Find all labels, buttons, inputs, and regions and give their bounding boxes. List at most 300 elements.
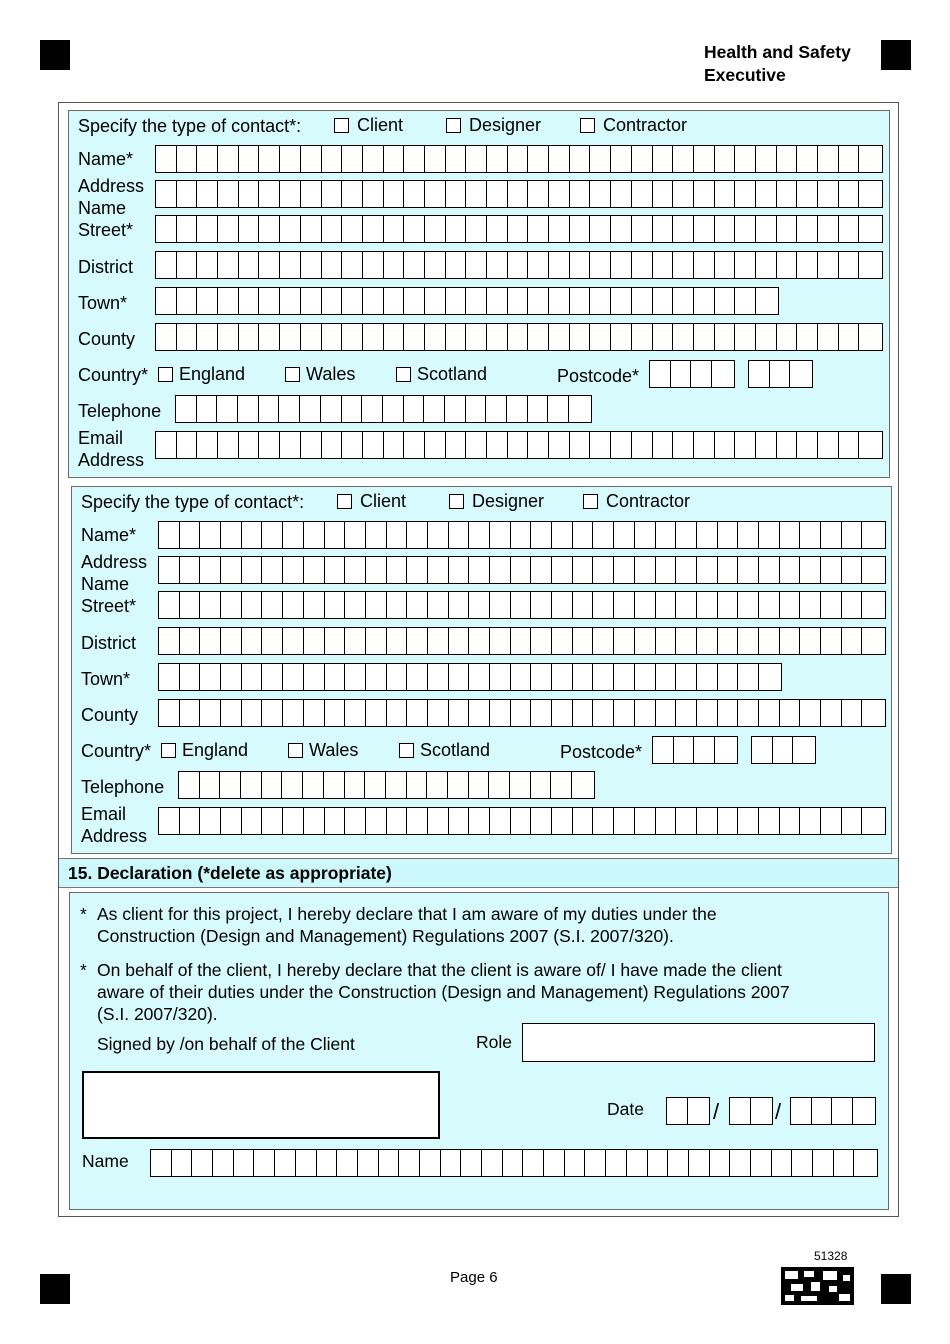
character-cell[interactable] <box>671 361 692 387</box>
character-cell[interactable] <box>712 361 733 387</box>
character-cell[interactable] <box>487 146 508 172</box>
character-cell[interactable] <box>676 808 697 834</box>
character-cell[interactable] <box>200 664 221 690</box>
country-england-checkbox[interactable] <box>161 743 176 758</box>
street-field[interactable] <box>155 215 883 243</box>
character-cell[interactable] <box>569 396 590 422</box>
character-cell[interactable] <box>469 700 490 726</box>
character-cell[interactable] <box>407 592 428 618</box>
declaration-name-field[interactable] <box>150 1149 878 1177</box>
character-cell[interactable] <box>280 181 301 207</box>
character-cell[interactable] <box>466 216 487 242</box>
character-cell[interactable] <box>590 324 611 350</box>
character-cell[interactable] <box>172 1150 193 1176</box>
character-cell[interactable] <box>280 288 301 314</box>
character-cell[interactable] <box>363 288 384 314</box>
character-cell[interactable] <box>345 557 366 583</box>
character-cell[interactable] <box>156 146 177 172</box>
character-cell[interactable] <box>156 181 177 207</box>
character-cell[interactable] <box>756 252 777 278</box>
character-cell[interactable] <box>656 664 677 690</box>
character-cell[interactable] <box>834 1150 855 1176</box>
character-cell[interactable] <box>738 808 759 834</box>
character-cell[interactable] <box>653 288 674 314</box>
character-cell[interactable] <box>511 522 532 548</box>
street-field[interactable] <box>158 591 886 619</box>
character-cell[interactable] <box>262 808 283 834</box>
character-cell[interactable] <box>383 396 404 422</box>
character-cell[interactable] <box>304 522 325 548</box>
character-cell[interactable] <box>399 1150 420 1176</box>
character-cell[interactable] <box>735 181 756 207</box>
character-cell[interactable] <box>508 252 529 278</box>
character-cell[interactable] <box>490 664 511 690</box>
character-cell[interactable] <box>528 396 549 422</box>
character-cell[interactable] <box>449 664 470 690</box>
character-cell[interactable] <box>259 146 280 172</box>
email-field[interactable] <box>158 807 886 835</box>
character-cell[interactable] <box>552 557 573 583</box>
character-cell[interactable] <box>859 252 880 278</box>
postcode-outward-field[interactable] <box>652 736 738 764</box>
character-cell[interactable] <box>790 361 811 387</box>
character-cell[interactable] <box>300 396 321 422</box>
character-cell[interactable] <box>386 772 407 798</box>
character-cell[interactable] <box>425 288 446 314</box>
character-cell[interactable] <box>469 522 490 548</box>
character-cell[interactable] <box>756 216 777 242</box>
character-cell[interactable] <box>648 1150 669 1176</box>
character-cell[interactable] <box>283 557 304 583</box>
character-cell[interactable] <box>387 522 408 548</box>
character-cell[interactable] <box>221 522 242 548</box>
address-name-field[interactable] <box>158 556 886 584</box>
character-cell[interactable] <box>656 522 677 548</box>
character-cell[interactable] <box>676 700 697 726</box>
character-cell[interactable] <box>548 396 569 422</box>
telephone-field[interactable] <box>175 395 592 423</box>
character-cell[interactable] <box>777 146 798 172</box>
postcode-inward-field[interactable] <box>748 360 813 388</box>
character-cell[interactable] <box>446 432 467 458</box>
character-cell[interactable] <box>839 252 860 278</box>
character-cell[interactable] <box>653 181 674 207</box>
character-cell[interactable] <box>304 808 325 834</box>
character-cell[interactable] <box>221 592 242 618</box>
character-cell[interactable] <box>242 522 263 548</box>
character-cell[interactable] <box>342 324 363 350</box>
character-cell[interactable] <box>718 522 739 548</box>
character-cell[interactable] <box>366 557 387 583</box>
character-cell[interactable] <box>756 324 777 350</box>
character-cell[interactable] <box>715 252 736 278</box>
character-cell[interactable] <box>523 1150 544 1176</box>
character-cell[interactable] <box>446 288 467 314</box>
character-cell[interactable] <box>449 808 470 834</box>
character-cell[interactable] <box>694 146 715 172</box>
character-cell[interactable] <box>590 181 611 207</box>
character-cell[interactable] <box>676 592 697 618</box>
character-cell[interactable] <box>590 432 611 458</box>
character-cell[interactable] <box>407 700 428 726</box>
character-cell[interactable] <box>466 181 487 207</box>
character-cell[interactable] <box>676 557 697 583</box>
character-cell[interactable] <box>510 772 531 798</box>
character-cell[interactable] <box>345 664 366 690</box>
character-cell[interactable] <box>301 324 322 350</box>
character-cell[interactable] <box>718 592 739 618</box>
district-field[interactable] <box>155 251 883 279</box>
character-cell[interactable] <box>197 252 218 278</box>
character-cell[interactable] <box>490 522 511 548</box>
character-cell[interactable] <box>653 146 674 172</box>
character-cell[interactable] <box>387 808 408 834</box>
character-cell[interactable] <box>446 324 467 350</box>
character-cell[interactable] <box>528 252 549 278</box>
character-cell[interactable] <box>404 252 425 278</box>
character-cell[interactable] <box>818 216 839 242</box>
character-cell[interactable] <box>325 808 346 834</box>
character-cell[interactable] <box>262 772 283 798</box>
character-cell[interactable] <box>792 1150 813 1176</box>
character-cell[interactable] <box>365 772 386 798</box>
character-cell[interactable] <box>859 146 880 172</box>
character-cell[interactable] <box>387 628 408 654</box>
character-cell[interactable] <box>242 592 263 618</box>
character-cell[interactable] <box>487 324 508 350</box>
character-cell[interactable] <box>283 808 304 834</box>
character-cell[interactable] <box>428 557 449 583</box>
character-cell[interactable] <box>818 252 839 278</box>
character-cell[interactable] <box>573 628 594 654</box>
character-cell[interactable] <box>490 628 511 654</box>
character-cell[interactable] <box>221 808 242 834</box>
character-cell[interactable] <box>420 1150 441 1176</box>
character-cell[interactable] <box>673 252 694 278</box>
character-cell[interactable] <box>197 146 218 172</box>
character-cell[interactable] <box>325 557 346 583</box>
character-cell[interactable] <box>730 1150 751 1176</box>
character-cell[interactable] <box>259 216 280 242</box>
character-cell[interactable] <box>404 396 425 422</box>
character-cell[interactable] <box>221 664 242 690</box>
character-cell[interactable] <box>797 252 818 278</box>
character-cell[interactable] <box>387 557 408 583</box>
character-cell[interactable] <box>853 1098 874 1124</box>
character-cell[interactable] <box>283 592 304 618</box>
character-cell[interactable] <box>738 700 759 726</box>
character-cell[interactable] <box>180 557 201 583</box>
character-cell[interactable] <box>220 772 241 798</box>
signature-box[interactable] <box>82 1071 440 1139</box>
character-cell[interactable] <box>325 628 346 654</box>
character-cell[interactable] <box>549 181 570 207</box>
character-cell[interactable] <box>469 628 490 654</box>
character-cell[interactable] <box>446 181 467 207</box>
character-cell[interactable] <box>404 324 425 350</box>
character-cell[interactable] <box>751 1150 772 1176</box>
character-cell[interactable] <box>345 808 366 834</box>
character-cell[interactable] <box>428 664 449 690</box>
character-cell[interactable] <box>303 772 324 798</box>
character-cell[interactable] <box>570 181 591 207</box>
character-cell[interactable] <box>218 181 239 207</box>
character-cell[interactable] <box>242 700 263 726</box>
character-cell[interactable] <box>797 216 818 242</box>
character-cell[interactable] <box>469 808 490 834</box>
character-cell[interactable] <box>818 181 839 207</box>
character-cell[interactable] <box>280 216 301 242</box>
character-cell[interactable] <box>259 432 280 458</box>
character-cell[interactable] <box>632 181 653 207</box>
character-cell[interactable] <box>508 288 529 314</box>
character-cell[interactable] <box>590 146 611 172</box>
character-cell[interactable] <box>428 628 449 654</box>
character-cell[interactable] <box>818 432 839 458</box>
character-cell[interactable] <box>614 522 635 548</box>
character-cell[interactable] <box>777 432 798 458</box>
character-cell[interactable] <box>697 557 718 583</box>
character-cell[interactable] <box>239 324 260 350</box>
date-day-field[interactable] <box>666 1097 710 1125</box>
character-cell[interactable] <box>337 1150 358 1176</box>
character-cell[interactable] <box>197 324 218 350</box>
character-cell[interactable] <box>180 628 201 654</box>
character-cell[interactable] <box>673 288 694 314</box>
character-cell[interactable] <box>466 252 487 278</box>
character-cell[interactable] <box>197 396 218 422</box>
character-cell[interactable] <box>363 252 384 278</box>
character-cell[interactable] <box>177 432 198 458</box>
character-cell[interactable] <box>777 216 798 242</box>
country-scotland-checkbox[interactable] <box>396 367 411 382</box>
character-cell[interactable] <box>242 557 263 583</box>
character-cell[interactable] <box>469 592 490 618</box>
character-cell[interactable] <box>694 324 715 350</box>
character-cell[interactable] <box>694 737 715 763</box>
character-cell[interactable] <box>511 664 532 690</box>
character-cell[interactable] <box>632 252 653 278</box>
character-cell[interactable] <box>262 522 283 548</box>
character-cell[interactable] <box>859 432 880 458</box>
character-cell[interactable] <box>407 808 428 834</box>
character-cell[interactable] <box>821 557 842 583</box>
character-cell[interactable] <box>590 216 611 242</box>
character-cell[interactable] <box>551 772 572 798</box>
character-cell[interactable] <box>345 700 366 726</box>
character-cell[interactable] <box>156 324 177 350</box>
postcode-inward-field[interactable] <box>751 736 816 764</box>
character-cell[interactable] <box>197 181 218 207</box>
character-cell[interactable] <box>862 522 883 548</box>
character-cell[interactable] <box>673 432 694 458</box>
character-cell[interactable] <box>490 557 511 583</box>
character-cell[interactable] <box>345 772 366 798</box>
character-cell[interactable] <box>635 557 656 583</box>
character-cell[interactable] <box>487 288 508 314</box>
character-cell[interactable] <box>200 557 221 583</box>
character-cell[interactable] <box>531 700 552 726</box>
character-cell[interactable] <box>800 808 821 834</box>
character-cell[interactable] <box>461 1150 482 1176</box>
contact-type-designer-checkbox[interactable] <box>449 494 464 509</box>
character-cell[interactable] <box>606 1150 627 1176</box>
character-cell[interactable] <box>694 288 715 314</box>
character-cell[interactable] <box>384 146 405 172</box>
character-cell[interactable] <box>179 772 200 798</box>
character-cell[interactable] <box>487 432 508 458</box>
character-cell[interactable] <box>773 737 794 763</box>
character-cell[interactable] <box>296 1150 317 1176</box>
character-cell[interactable] <box>528 181 549 207</box>
character-cell[interactable] <box>839 432 860 458</box>
character-cell[interactable] <box>797 432 818 458</box>
character-cell[interactable] <box>715 737 736 763</box>
character-cell[interactable] <box>384 252 405 278</box>
character-cell[interactable] <box>404 216 425 242</box>
character-cell[interactable] <box>614 664 635 690</box>
character-cell[interactable] <box>511 592 532 618</box>
character-cell[interactable] <box>842 592 863 618</box>
character-cell[interactable] <box>238 396 259 422</box>
character-cell[interactable] <box>821 628 842 654</box>
character-cell[interactable] <box>697 592 718 618</box>
character-cell[interactable] <box>813 1150 834 1176</box>
character-cell[interactable] <box>176 396 197 422</box>
character-cell[interactable] <box>218 216 239 242</box>
character-cell[interactable] <box>614 700 635 726</box>
character-cell[interactable] <box>839 216 860 242</box>
character-cell[interactable] <box>325 664 346 690</box>
character-cell[interactable] <box>570 252 591 278</box>
character-cell[interactable] <box>862 592 883 618</box>
character-cell[interactable] <box>275 1150 296 1176</box>
character-cell[interactable] <box>487 216 508 242</box>
character-cell[interactable] <box>366 522 387 548</box>
character-cell[interactable] <box>812 1098 833 1124</box>
character-cell[interactable] <box>667 1098 688 1124</box>
character-cell[interactable] <box>780 628 801 654</box>
character-cell[interactable] <box>565 1150 586 1176</box>
character-cell[interactable] <box>531 808 552 834</box>
character-cell[interactable] <box>428 700 449 726</box>
character-cell[interactable] <box>715 288 736 314</box>
character-cell[interactable] <box>427 772 448 798</box>
character-cell[interactable] <box>572 772 593 798</box>
character-cell[interactable] <box>777 252 798 278</box>
character-cell[interactable] <box>304 592 325 618</box>
character-cell[interactable] <box>656 808 677 834</box>
character-cell[interactable] <box>283 700 304 726</box>
character-cell[interactable] <box>694 216 715 242</box>
character-cell[interactable] <box>428 592 449 618</box>
character-cell[interactable] <box>200 522 221 548</box>
character-cell[interactable] <box>656 557 677 583</box>
character-cell[interactable] <box>715 324 736 350</box>
character-cell[interactable] <box>570 288 591 314</box>
character-cell[interactable] <box>197 432 218 458</box>
character-cell[interactable] <box>151 1150 172 1176</box>
character-cell[interactable] <box>425 216 446 242</box>
character-cell[interactable] <box>718 628 739 654</box>
character-cell[interactable] <box>839 146 860 172</box>
character-cell[interactable] <box>262 592 283 618</box>
character-cell[interactable] <box>759 592 780 618</box>
character-cell[interactable] <box>593 592 614 618</box>
character-cell[interactable] <box>159 664 180 690</box>
character-cell[interactable] <box>487 181 508 207</box>
country-england-checkbox[interactable] <box>158 367 173 382</box>
character-cell[interactable] <box>552 664 573 690</box>
character-cell[interactable] <box>218 324 239 350</box>
character-cell[interactable] <box>322 432 343 458</box>
character-cell[interactable] <box>635 664 656 690</box>
character-cell[interactable] <box>384 432 405 458</box>
role-field[interactable] <box>522 1023 875 1062</box>
character-cell[interactable] <box>531 628 552 654</box>
character-cell[interactable] <box>384 181 405 207</box>
character-cell[interactable] <box>756 146 777 172</box>
character-cell[interactable] <box>697 522 718 548</box>
character-cell[interactable] <box>653 324 674 350</box>
character-cell[interactable] <box>404 146 425 172</box>
character-cell[interactable] <box>632 432 653 458</box>
character-cell[interactable] <box>611 324 632 350</box>
character-cell[interactable] <box>424 396 445 422</box>
character-cell[interactable] <box>358 1150 379 1176</box>
character-cell[interactable] <box>676 664 697 690</box>
character-cell[interactable] <box>304 557 325 583</box>
character-cell[interactable] <box>839 181 860 207</box>
character-cell[interactable] <box>283 664 304 690</box>
character-cell[interactable] <box>363 216 384 242</box>
character-cell[interactable] <box>363 146 384 172</box>
character-cell[interactable] <box>384 216 405 242</box>
character-cell[interactable] <box>404 181 425 207</box>
character-cell[interactable] <box>197 288 218 314</box>
character-cell[interactable] <box>549 146 570 172</box>
character-cell[interactable] <box>200 628 221 654</box>
character-cell[interactable] <box>511 808 532 834</box>
character-cell[interactable] <box>362 396 383 422</box>
character-cell[interactable] <box>862 808 883 834</box>
character-cell[interactable] <box>342 216 363 242</box>
character-cell[interactable] <box>342 288 363 314</box>
character-cell[interactable] <box>366 592 387 618</box>
character-cell[interactable] <box>239 216 260 242</box>
character-cell[interactable] <box>635 808 656 834</box>
character-cell[interactable] <box>694 252 715 278</box>
date-month-field[interactable] <box>729 1097 773 1125</box>
character-cell[interactable] <box>259 288 280 314</box>
character-cell[interactable] <box>448 772 469 798</box>
character-cell[interactable] <box>632 216 653 242</box>
character-cell[interactable] <box>859 181 880 207</box>
character-cell[interactable] <box>842 522 863 548</box>
character-cell[interactable] <box>180 808 201 834</box>
character-cell[interactable] <box>590 252 611 278</box>
character-cell[interactable] <box>503 1150 524 1176</box>
character-cell[interactable] <box>859 324 880 350</box>
character-cell[interactable] <box>656 700 677 726</box>
character-cell[interactable] <box>508 324 529 350</box>
character-cell[interactable] <box>221 700 242 726</box>
character-cell[interactable] <box>832 1098 853 1124</box>
character-cell[interactable] <box>379 1150 400 1176</box>
character-cell[interactable] <box>507 396 528 422</box>
character-cell[interactable] <box>322 216 343 242</box>
contact-type-designer-checkbox[interactable] <box>446 118 461 133</box>
